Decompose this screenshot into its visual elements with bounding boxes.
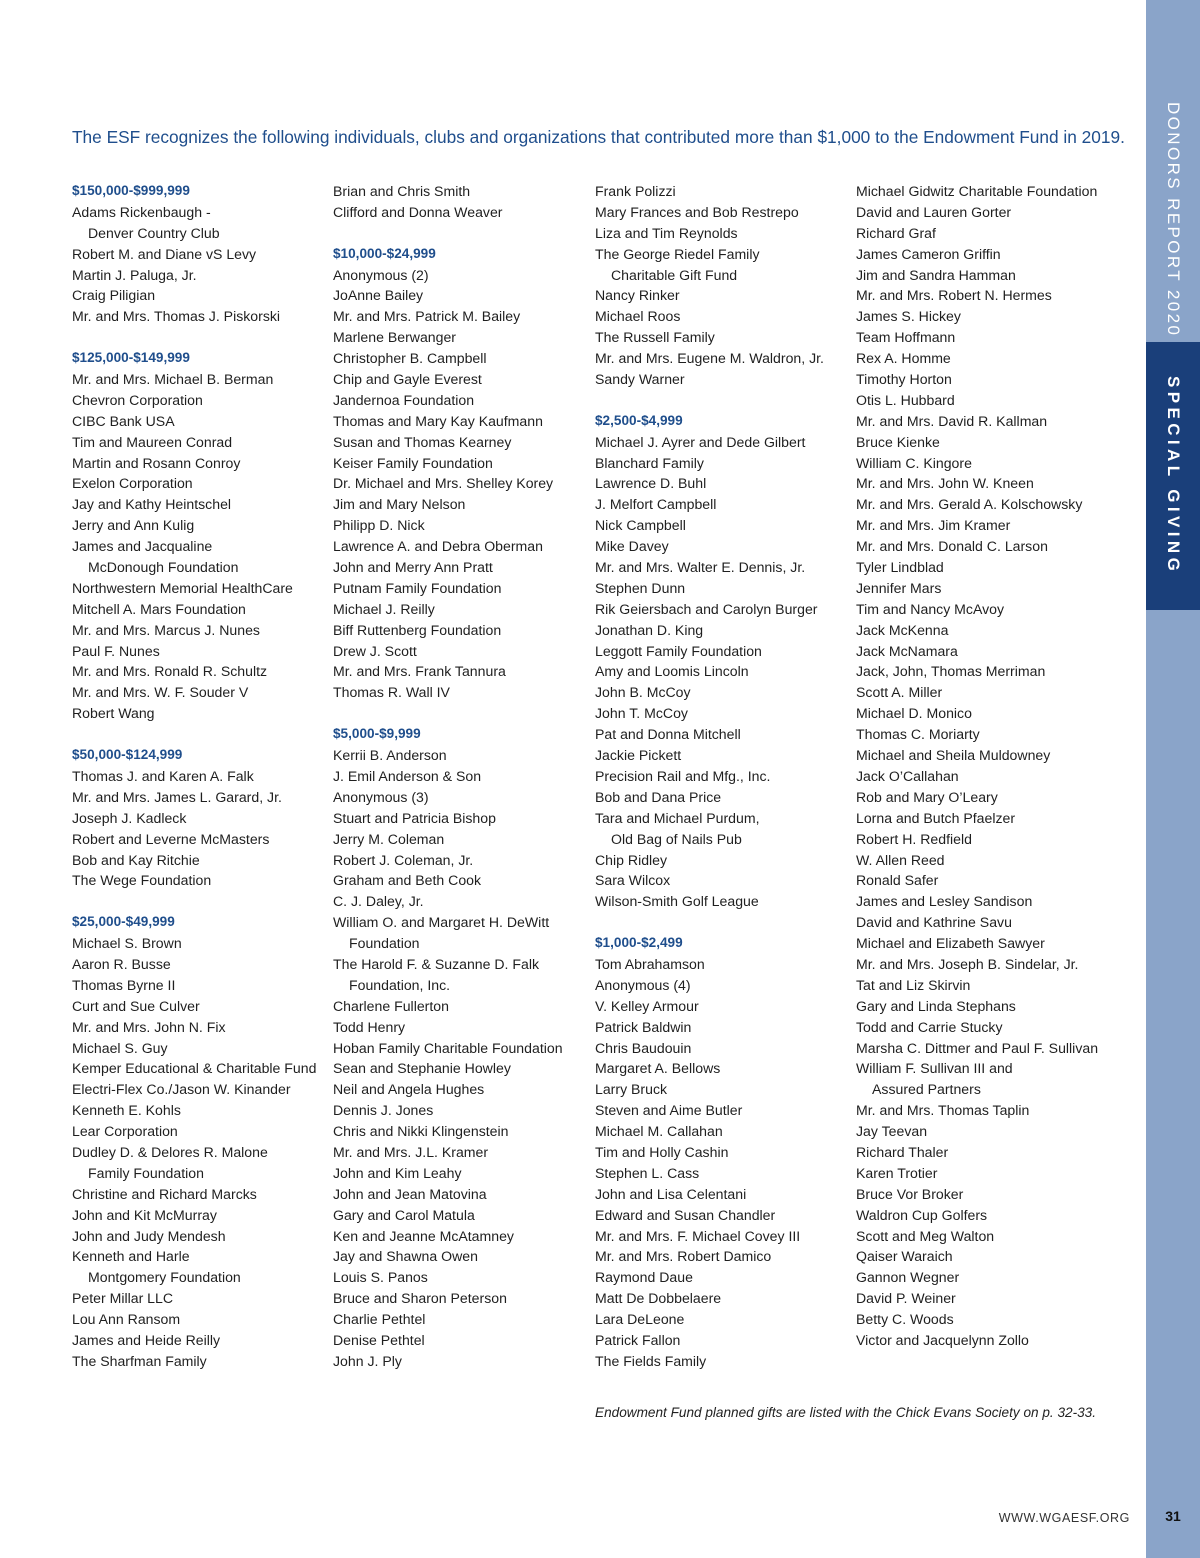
- donor-name: John and Judy Mendesh: [72, 1227, 226, 1244]
- giving-level-heading: $5,000-$9,999: [333, 726, 421, 742]
- donor-name: Bob and Dana Price: [595, 788, 722, 805]
- donor-column-1: [72, 181, 327, 1372]
- donor-name: John J. Ply: [333, 1352, 402, 1369]
- donor-name: Mr. and Mrs. Robert N. Hermes: [856, 287, 1052, 304]
- donor-name: Robert J. Coleman, Jr.: [333, 851, 474, 868]
- donor-name: Waldron Cup Golfers: [856, 1206, 988, 1223]
- donor-name: David and Kathrine Savu: [856, 914, 1012, 931]
- donor-name: Mr. and Mrs. Frank Tannura: [333, 663, 506, 680]
- donor-name: John and Kit McMurray: [72, 1206, 217, 1223]
- donor-name: Stephen Dunn: [595, 579, 686, 596]
- donor-name: Mr. and Mrs. Donald C. Larson: [856, 538, 1048, 555]
- donor-name: Leggott Family Foundation: [595, 642, 762, 659]
- donor-name: The Wege Foundation: [72, 872, 212, 889]
- donor-name: Timothy Horton: [856, 371, 952, 388]
- donor-name: Edward and Susan Chandler: [595, 1206, 776, 1223]
- donor-name: Christine and Richard Marcks: [72, 1185, 257, 1202]
- donor-name: Jay and Shawna Owen: [333, 1248, 478, 1265]
- donor-name: Lear Corporation: [72, 1123, 178, 1140]
- donor-name: James and Lesley Sandison: [856, 893, 1033, 910]
- donor-name: Lorna and Butch Pfaelzer: [856, 809, 1016, 826]
- donor-name: Mr. and Mrs. Joseph B. Sindelar, Jr.: [856, 955, 1079, 972]
- donor-name: Ken and Jeanne McAtamney: [333, 1227, 514, 1244]
- donor-name: Sean and Stephanie Howley: [333, 1060, 511, 1077]
- donor-name-continuation: Foundation: [349, 935, 420, 952]
- donor-name: Richard Graf: [856, 224, 936, 241]
- donor-name: Matt De Dobbelaere: [595, 1290, 722, 1307]
- sidebar-report-label: [1146, 102, 1200, 338]
- donor-name: Charlene Fullerton: [333, 997, 449, 1014]
- donor-name: Tat and Liz Skirvin: [856, 976, 971, 993]
- donor-name: Robert H. Redfield: [856, 830, 972, 847]
- donor-name: Mr. and Mrs. F. Michael Covey III: [595, 1227, 801, 1244]
- donor-name: Chris Baudouin: [595, 1039, 692, 1056]
- donor-name: William O. and Margaret H. DeWitt: [333, 914, 550, 931]
- donor-name: Larry Bruck: [595, 1081, 668, 1098]
- donor-name: Chris and Nikki Klingenstein: [333, 1123, 509, 1140]
- donor-name: Jack McKenna: [856, 621, 949, 638]
- donor-name: Anonymous (4): [595, 976, 691, 993]
- donor-name: Robert Wang: [72, 705, 155, 722]
- donor-name: Patrick Fallon: [595, 1331, 681, 1348]
- donor-name: Chip and Gayle Everest: [333, 371, 482, 388]
- donor-name: Electri-Flex Co./Jason W. Kinander: [72, 1081, 291, 1098]
- donor-name: Dennis J. Jones: [333, 1102, 434, 1119]
- donor-name: Northwestern Memorial HealthCare: [72, 579, 293, 596]
- spacer: [333, 703, 588, 724]
- donor-name: Wilson-Smith Golf League: [595, 893, 759, 910]
- donor-name: Mitchell A. Mars Foundation: [72, 600, 246, 617]
- donor-name: The Fields Family: [595, 1352, 707, 1369]
- donor-name: Adams Rickenbaugh -: [72, 203, 211, 220]
- giving-level-heading: $1,000-$2,499: [595, 935, 683, 951]
- donor-name: Bruce Kienke: [856, 433, 940, 450]
- donor-name: Todd Henry: [333, 1018, 406, 1035]
- donor-name: John B. McCoy: [595, 684, 691, 701]
- donor-name: Martin J. Paluga, Jr.: [72, 266, 197, 283]
- donor-name: Jack, John, Thomas Merriman: [856, 663, 1046, 680]
- donor-name: Blanchard Family: [595, 454, 704, 471]
- donor-name: Mike Davey: [595, 538, 669, 555]
- donor-name: Frank Polizzi: [595, 183, 676, 199]
- donor-name: Philipp D. Nick: [333, 517, 425, 534]
- donor-name: Kerrii B. Anderson: [333, 747, 447, 764]
- donor-name: Joseph J. Kadleck: [72, 809, 187, 826]
- donor-name: Michael Gidwitz Charitable Foundation: [856, 183, 1098, 199]
- donor-name: Karen Trotier: [856, 1164, 938, 1181]
- donor-name: Louis S. Panos: [333, 1269, 428, 1286]
- donor-name: Dr. Michael and Mrs. Shelley Korey: [333, 475, 554, 492]
- donor-name-continuation: McDonough Foundation: [88, 559, 239, 576]
- donor-name: James Cameron Griffin: [856, 245, 1001, 262]
- report-title: DONORS REPORT 2020: [1164, 102, 1183, 338]
- donor-name-continuation: Montgomery Foundation: [88, 1269, 241, 1286]
- donor-name: Pat and Donna Mitchell: [595, 726, 741, 743]
- donor-name: Marsha C. Dittmer and Paul F. Sullivan: [856, 1039, 1099, 1056]
- donor-name: Exelon Corporation: [72, 475, 193, 492]
- section-title: SPECIAL GIVING: [1164, 376, 1183, 576]
- donor-name: Robert and Leverne McMasters: [72, 830, 270, 847]
- donor-name: Peter Millar LLC: [72, 1290, 174, 1307]
- donor-name: Nancy Rinker: [595, 287, 680, 304]
- donor-name: Jim and Sandra Hamman: [856, 266, 1016, 283]
- donor-name: Sara Wilcox: [595, 872, 671, 889]
- donor-name: Thomas J. and Karen A. Falk: [72, 767, 254, 784]
- donor-name: Mr. and Mrs. W. F. Souder V: [72, 684, 249, 701]
- donor-name: Tyler Lindblad: [856, 559, 944, 576]
- donor-name: Tom Abrahamson: [595, 955, 705, 972]
- donor-name: Brian and Chris Smith: [333, 183, 471, 199]
- donor-name: JoAnne Bailey: [333, 287, 424, 304]
- donor-name: Otis L. Hubbard: [856, 391, 955, 408]
- donor-name: Kemper Educational & Charitable Fund: [72, 1060, 317, 1077]
- donor-column-3: [595, 181, 850, 1372]
- donor-name: Mr. and Mrs. Robert Damico: [595, 1248, 772, 1265]
- donor-name: Sandy Warner: [595, 371, 685, 388]
- donor-name: Jackie Pickett: [595, 747, 682, 764]
- donor-name: Jack McNamara: [856, 642, 958, 659]
- page-number: 31: [1165, 1508, 1181, 1524]
- donor-name: C. J. Daley, Jr.: [333, 893, 424, 910]
- donor-name: Christopher B. Campbell: [333, 350, 487, 367]
- donor-name: Lawrence D. Buhl: [595, 475, 707, 492]
- giving-level-heading: $10,000-$24,999: [333, 245, 436, 261]
- donor-name: Michael and Elizabeth Sawyer: [856, 935, 1045, 952]
- donor-name: William F. Sullivan III and: [856, 1060, 1013, 1077]
- donor-name: Paul F. Nunes: [72, 642, 160, 659]
- donor-name: V. Kelley Armour: [595, 997, 699, 1014]
- donor-name: Mr. and Mrs. J.L. Kramer: [333, 1143, 489, 1160]
- donor-name: Marlene Berwanger: [333, 329, 456, 346]
- footer-url: WWW.WGAESF.ORG: [998, 1511, 1130, 1525]
- donor-name: Bruce and Sharon Peterson: [333, 1290, 507, 1307]
- donor-name: Graham and Beth Cook: [333, 872, 482, 889]
- donor-name: Curt and Sue Culver: [72, 997, 200, 1014]
- donor-name-continuation: Old Bag of Nails Pub: [611, 830, 742, 847]
- donor-name: Mr. and Mrs. John W. Kneen: [856, 475, 1034, 492]
- donor-name-continuation: Denver Country Club: [88, 224, 220, 241]
- donor-name: Mr. and Mrs. Michael B. Berman: [72, 371, 274, 388]
- donor-name: Charlie Pethtel: [333, 1311, 426, 1328]
- donor-name: Lou Ann Ransom: [72, 1311, 181, 1328]
- donor-name: Mr. and Mrs. David R. Kallman: [856, 412, 1048, 429]
- donor-name: Tim and Maureen Conrad: [72, 433, 233, 450]
- donor-name: Margaret A. Bellows: [595, 1060, 721, 1077]
- donor-name: Dudley D. & Delores R. Malone: [72, 1143, 268, 1160]
- donor-name: Stephen L. Cass: [595, 1164, 700, 1181]
- donor-column-2: [333, 181, 588, 1372]
- donor-name: James and Jacqualine: [72, 538, 213, 555]
- donor-name: Jonathan D. King: [595, 621, 704, 638]
- donor-name: Thomas Byrne II: [72, 976, 176, 993]
- donor-name: Michael J. Reilly: [333, 600, 435, 617]
- donor-name: James S. Hickey: [856, 308, 961, 325]
- donor-name: Steven and Aime Butler: [595, 1102, 743, 1119]
- intro-text: The ESF recognizes the following individuals, clubs and organizations that contributed more than $1,000 to the Endowment Fund in 2019.: [72, 127, 1125, 147]
- donor-name: Tim and Holly Cashin: [595, 1143, 729, 1160]
- donor-name: Scott and Meg Walton: [856, 1227, 995, 1244]
- donor-name: Rob and Mary O’Leary: [856, 788, 998, 805]
- donor-name: Thomas R. Wall IV: [333, 684, 450, 701]
- donor-name: Jerry M. Coleman: [333, 830, 445, 847]
- donor-name: Hoban Family Charitable Foundation: [333, 1039, 563, 1056]
- donor-name: Gary and Carol Matula: [333, 1206, 475, 1223]
- donor-name: Jandernoa Foundation: [333, 391, 475, 408]
- donor-name: Anonymous (2): [333, 266, 429, 283]
- donor-name: Stuart and Patricia Bishop: [333, 809, 496, 826]
- donor-name: Neil and Angela Hughes: [333, 1081, 485, 1098]
- donor-name: David and Lauren Gorter: [856, 203, 1012, 220]
- donor-name: Aaron R. Busse: [72, 955, 171, 972]
- donor-column-4: [856, 181, 1111, 1351]
- donor-name: The George Riedel Family: [595, 245, 760, 262]
- donor-name: Raymond Daue: [595, 1269, 693, 1286]
- donor-name: Michael Roos: [595, 308, 681, 325]
- donor-name-continuation: Assured Partners: [872, 1081, 981, 1098]
- donor-name: CIBC Bank USA: [72, 412, 175, 429]
- donor-name: Lawrence A. and Debra Oberman: [333, 538, 543, 555]
- donor-name: Bruce Vor Broker: [856, 1185, 964, 1202]
- donor-name: Thomas C. Moriarty: [856, 726, 980, 743]
- donor-name: Michael M. Callahan: [595, 1123, 723, 1140]
- donor-name: Clifford and Donna Weaver: [333, 203, 503, 220]
- donor-name: Mary Frances and Bob Restrepo: [595, 203, 799, 220]
- giving-level-heading: $125,000-$149,999: [72, 350, 190, 366]
- donor-name: Mr. and Mrs. Thomas Taplin: [856, 1102, 1030, 1119]
- donor-name: Victor and Jacquelynn Zollo: [856, 1331, 1029, 1348]
- donor-name: Mr. and Mrs. Ronald R. Schultz: [72, 663, 268, 680]
- donor-name: Bob and Kay Ritchie: [72, 851, 200, 868]
- sidebar-section-tab: [1146, 342, 1200, 610]
- donor-name: Kenneth E. Kohls: [72, 1102, 181, 1119]
- donor-name: Tim and Nancy McAvoy: [856, 600, 1005, 617]
- donor-name: John T. McCoy: [595, 705, 688, 722]
- donor-name: The Russell Family: [595, 329, 715, 346]
- donor-name: Mr. and Mrs. Walter E. Dennis, Jr.: [595, 559, 806, 576]
- giving-level-heading: $2,500-$4,999: [595, 412, 683, 428]
- donor-name: Mr. and Mrs. Jim Kramer: [856, 517, 1011, 534]
- donor-name: Jerry and Ann Kulig: [72, 517, 195, 534]
- donor-name: Mr. and Mrs. James L. Garard, Jr.: [72, 788, 282, 805]
- donor-name: Gannon Wegner: [856, 1269, 960, 1286]
- spacer: [72, 724, 327, 745]
- donor-name: James and Heide Reilly: [72, 1331, 221, 1348]
- donor-name: Qaiser Waraich: [856, 1248, 953, 1265]
- donor-name: W. Allen Reed: [856, 851, 945, 868]
- giving-level-heading: $50,000-$124,999: [72, 747, 183, 763]
- donor-name: Tara and Michael Purdum,: [595, 809, 760, 826]
- donor-name: Denise Pethtel: [333, 1331, 425, 1348]
- donor-name: Putnam Family Foundation: [333, 579, 502, 596]
- donor-name: The Sharfman Family: [72, 1352, 207, 1369]
- donor-name: Michael J. Ayrer and Dede Gilbert: [595, 433, 806, 450]
- spacer: [595, 912, 850, 933]
- donor-name: Mr. and Mrs. Patrick M. Bailey: [333, 308, 521, 325]
- donor-name: Richard Thaler: [856, 1143, 949, 1160]
- donor-name: Chip Ridley: [595, 851, 668, 868]
- donor-name: Thomas and Mary Kay Kaufmann: [333, 412, 543, 429]
- donor-name: Kenneth and Harle: [72, 1248, 190, 1265]
- donor-name: Mr. and Mrs. Eugene M. Waldron, Jr.: [595, 350, 824, 367]
- donor-name: Jim and Mary Nelson: [333, 496, 466, 513]
- donor-name: Lara DeLeone: [595, 1311, 685, 1328]
- donor-name: David P. Weiner: [856, 1290, 956, 1307]
- donor-name: The Harold F. & Suzanne D. Falk: [333, 955, 540, 972]
- donor-name: Amy and Loomis Lincoln: [595, 663, 749, 680]
- donor-name: Rik Geiersbach and Carolyn Burger: [595, 600, 818, 617]
- donor-name: Craig Piligian: [72, 287, 156, 304]
- donor-name-continuation: Foundation, Inc.: [349, 976, 451, 993]
- donor-name: Jay Teevan: [856, 1123, 928, 1140]
- donor-name: Jennifer Mars: [856, 579, 942, 596]
- donor-name-continuation: Charitable Gift Fund: [611, 266, 738, 283]
- donor-name: Chevron Corporation: [72, 391, 203, 408]
- donor-name: Ronald Safer: [856, 872, 939, 889]
- donor-name: Drew J. Scott: [333, 642, 417, 659]
- donor-name: Precision Rail and Mfg., Inc.: [595, 767, 771, 784]
- donor-name: John and Lisa Celentani: [595, 1185, 747, 1202]
- giving-level-heading: $150,000-$999,999: [72, 183, 190, 198]
- donor-name: Patrick Baldwin: [595, 1018, 692, 1035]
- donor-name: Rex A. Homme: [856, 350, 951, 367]
- donor-name: John and Merry Ann Pratt: [333, 559, 493, 576]
- donor-name: Team Hoffmann: [856, 329, 956, 346]
- spacer: [72, 891, 327, 912]
- donor-columns: [72, 181, 1132, 1381]
- donor-name: Nick Campbell: [595, 517, 686, 534]
- donor-name: Martin and Rosann Conroy: [72, 454, 241, 471]
- donor-name: Mr. and Mrs. Gerald A. Kolschowsky: [856, 496, 1083, 513]
- donor-name: Mr. and Mrs. Thomas J. Piskorski: [72, 308, 281, 325]
- donor-name: J. Emil Anderson & Son: [333, 767, 482, 784]
- donor-name: Michael S. Guy: [72, 1039, 168, 1056]
- spacer: [595, 390, 850, 411]
- donor-name-continuation: Family Foundation: [88, 1164, 204, 1181]
- donor-name: John and Jean Matovina: [333, 1185, 487, 1202]
- spacer: [333, 223, 588, 244]
- donor-name: Betty C. Woods: [856, 1311, 954, 1328]
- donor-name: Susan and Thomas Kearney: [333, 433, 512, 450]
- donor-name: Anonymous (3): [333, 788, 429, 805]
- donor-name: Michael S. Brown: [72, 935, 182, 952]
- footnote: Endowment Fund planned gifts are listed with the Chick Evans Society on p. 32-33.: [595, 1405, 1096, 1420]
- donor-name: Mr. and Mrs. Marcus J. Nunes: [72, 621, 260, 638]
- donor-name: J. Melfort Campbell: [595, 496, 717, 513]
- donor-name: Michael and Sheila Muldowney: [856, 747, 1051, 764]
- spacer: [72, 327, 327, 348]
- donor-name: Mr. and Mrs. John N. Fix: [72, 1018, 226, 1035]
- donor-name: Gary and Linda Stephans: [856, 997, 1016, 1014]
- donor-name: Jay and Kathy Heintschel: [72, 496, 232, 513]
- donor-name: Keiser Family Foundation: [333, 454, 493, 471]
- donor-name: Robert M. and Diane vS Levy: [72, 245, 257, 262]
- donor-name: Jack O’Callahan: [856, 767, 959, 784]
- donor-name: William C. Kingore: [856, 454, 972, 471]
- donor-name: John and Kim Leahy: [333, 1164, 462, 1181]
- giving-level-heading: $25,000-$49,999: [72, 914, 175, 930]
- donor-name: Liza and Tim Reynolds: [595, 224, 738, 241]
- donor-name: Todd and Carrie Stucky: [856, 1018, 1003, 1035]
- donor-name: Michael D. Monico: [856, 705, 972, 722]
- donor-name: Scott A. Miller: [856, 684, 943, 701]
- donor-name: Biff Ruttenberg Foundation: [333, 621, 502, 638]
